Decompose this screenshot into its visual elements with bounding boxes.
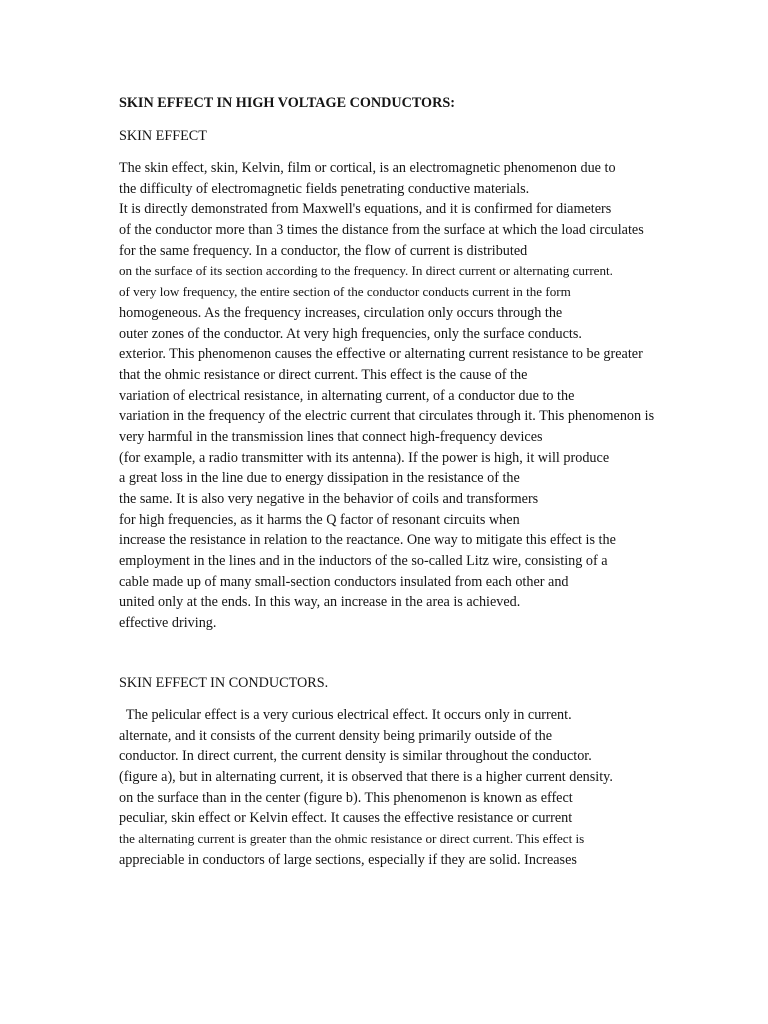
paragraph-line: for the same frequency. In a conductor, the flow of current is distributed [119, 242, 528, 259]
paragraph-line: variation of electrical resistance, in alternating current, of a conductor due to the [119, 387, 575, 404]
section-1-body [119, 158, 719, 634]
paragraph-line: a great loss in the line due to energy dissipation in the resistance of the [119, 470, 520, 487]
paragraph-line: cable made up of many small-section conductors insulated from each other and [119, 573, 569, 590]
paragraph-line: on the surface than in the center (figure b). This phenomenon is known as effect [119, 789, 573, 806]
paragraph-line: the alternating current is greater than the ohmic resistance or direct current. This effect is [119, 831, 585, 847]
paragraph-line: on the surface of its section according to the frequency. In direct current or alternating current. [119, 263, 613, 279]
paragraph-line: the difficulty of electromagnetic fields penetrating conductive materials. [119, 180, 530, 197]
paragraph-line: It is directly demonstrated from Maxwell's equations, and it is confirmed for diameters [119, 201, 612, 218]
document-title: SKIN EFFECT IN HIGH VOLTAGE CONDUCTORS: [119, 95, 455, 111]
paragraph-line: exterior. This phenomenon causes the effective or alternating current resistance to be greater [119, 346, 643, 363]
paragraph-line: alternate, and it consists of the current density being primarily outside of the [119, 727, 552, 744]
section-2-body [119, 705, 719, 871]
paragraph-line: outer zones of the conductor. At very high frequencies, only the surface conducts. [119, 325, 582, 342]
paragraph-line: (figure a), but in alternating current, it is observed that there is a higher current density. [119, 769, 613, 786]
paragraph-line: peculiar, skin effect or Kelvin effect. It causes the effective resistance or current [119, 810, 573, 827]
paragraph-line: united only at the ends. In this way, an increase in the area is achieved. [119, 594, 521, 611]
paragraph-line: for high frequencies, as it harms the Q factor of resonant circuits when [119, 511, 520, 528]
paragraph-line: variation in the frequency of the electric current that circulates through it. This phenomenon is [119, 408, 655, 425]
section-heading-skin-effect-in-conductors: SKIN EFFECT IN CONDUCTORS. [119, 675, 329, 691]
paragraph-line: the same. It is also very negative in the behavior of coils and transformers [119, 491, 539, 507]
paragraph-line: increase the resistance in relation to the reactance. One way to mitigate this effect is the [119, 532, 616, 549]
paragraph-line: homogeneous. As the frequency increases, circulation only occurs through the [119, 304, 563, 321]
paragraph-line: employment in the lines and in the inductors of the so-called Litz wire, consisting of a [119, 553, 608, 570]
paragraph-line: The skin effect, skin, Kelvin, film or cortical, is an electromagnetic phenomenon due to [119, 160, 616, 176]
paragraph-line: of the conductor more than 3 times the distance from the surface at which the load circulates [119, 222, 644, 239]
section-heading-skin-effect: SKIN EFFECT [119, 128, 207, 144]
paragraph-line: conductor. In direct current, the current density is similar throughout the conductor. [119, 748, 592, 765]
paragraph-line: appreciable in conductors of large sections, especially if they are solid. Increases [119, 851, 577, 868]
paragraph-line: of very low frequency, the entire section of the conductor conducts current in the form [119, 284, 571, 300]
paragraph-line: The pelicular effect is a very curious electrical effect. It occurs only in current. [119, 707, 572, 723]
paragraph-line: very harmful in the transmission lines that connect high-frequency devices [119, 428, 543, 445]
paragraph-line: that the ohmic resistance or direct current. This effect is the cause of the [119, 366, 528, 383]
paragraph-line: effective driving. [119, 615, 217, 632]
paragraph-line: (for example, a radio transmitter with its antenna). If the power is high, it will produce [119, 449, 610, 466]
